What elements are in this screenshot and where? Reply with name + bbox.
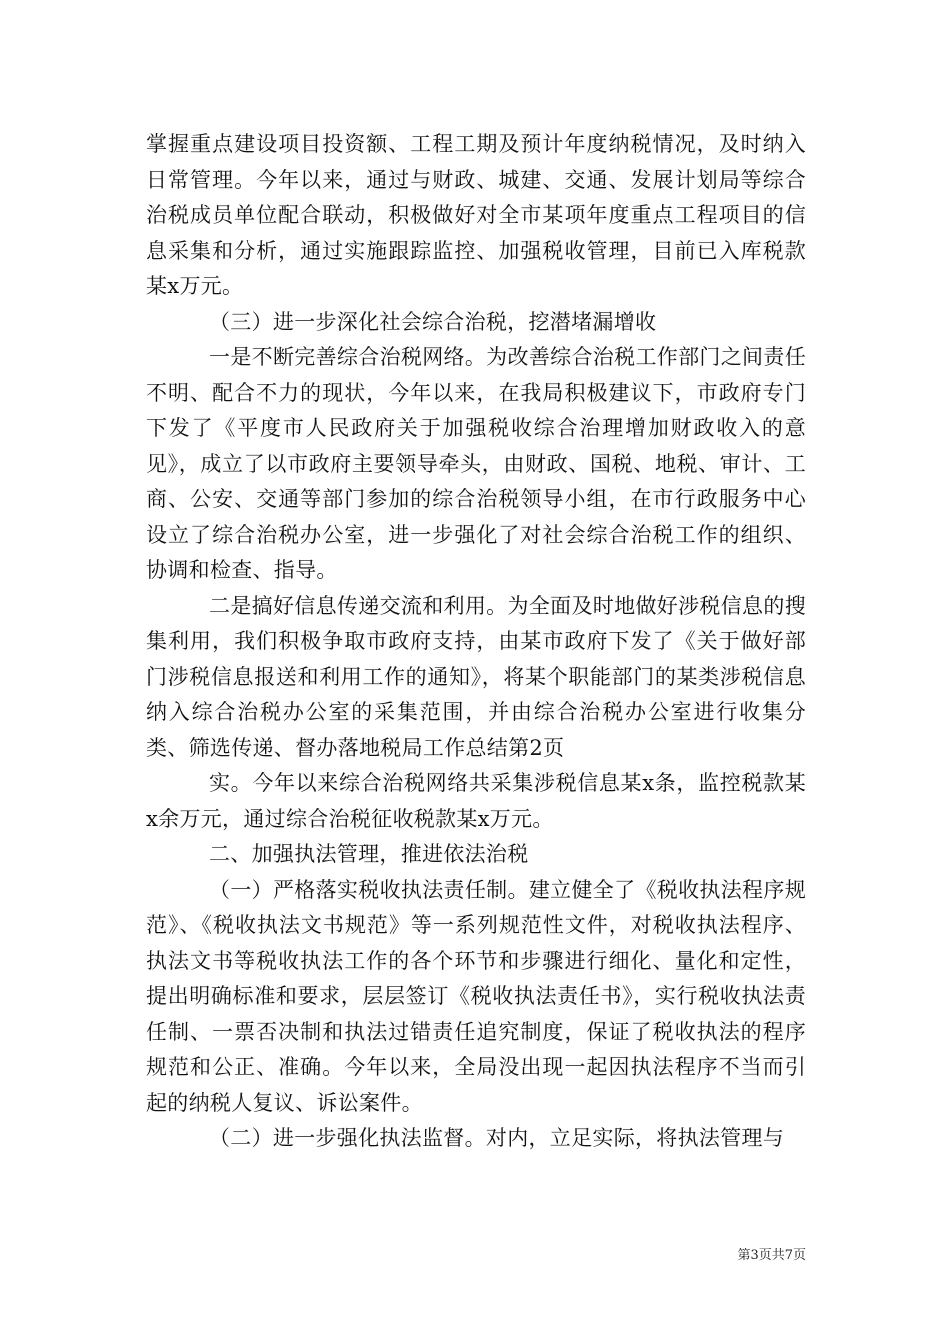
paragraph-network: 一是不断完善综合治税网络。为改善综合治税工作部门之间责任不明、配合不力的现状，今年以来，在我局积极建议下，市政府专门下发了《平度市人民政府关于加强税收综合治理增加财政收入的意见》，成立了以市政府主要领导牵头，由财政、国税、地税、审计、工商、公安、交通等部门参加的综合治税领导小组，在市行政服务中心设立了综合治税办公室，进一步强化了对社会综合治税工作的组织、协调和检查、指导。: [146, 345, 806, 582]
section-heading-2: 二、加强执法管理，推进依法治税: [209, 842, 529, 866]
page-number-footer: 第3页共7页: [737, 1248, 806, 1263]
paragraph-continuation: 掌握重点建设项目投资额、工程工期及预计年度纳税情况，及时纳入日常管理。今年以来，通过与财政、城建、交通、发展计划局等综合治税成员单位配合联动，积极做好对全市某项年度重点工程项目的信息采集和分析，通过实施跟踪监控、加强税收管理，目前已入库税款某x万元。: [146, 132, 806, 298]
paragraph-results: 实。今年以来综合治税网络共采集涉税信息某x条，监控税款某x余万元，通过综合治税征收税款某x万元。: [146, 771, 806, 831]
section-heading-3: （三）进一步深化社会综合治税，挖潜堵漏增收: [209, 309, 657, 334]
paragraph-supervision: （二）进一步强化执法监督。对内，立足实际，将执法管理与: [209, 1126, 785, 1150]
paragraph-responsibility: （一）严格落实税收执法责任制。建立健全了《税收执法程序规范》、《税收执法文书规范》等一系列规范性文件，对税收执法程序、执法文书等税收执法工作的各个环节和步骤进行细化、量化和定性，提出明确标准和要求，层层签订《税收执法责任书》，实行税收执法责任制、一票否决制和执法过错责任追究制度，保证了税收执法的程序规范和公正、准确。今年以来，全局没出现一起因执法程序不当而引起的纳税人复议、诉讼案件。: [146, 877, 806, 1115]
paragraph-information: 二是搞好信息传递交流和利用。为全面及时地做好涉税信息的搜集利用，我们积极争取市政府支持，由某市政府下发了《关于做好部门涉税信息报送和利用工作的通知》，将某个职能部门的某类涉税信息纳入综合治税办公室的采集范围，并由综合治税办公室进行收集分类、筛选传递、督办落地税局工作总结第2页: [146, 593, 806, 760]
document-body: [146, 127, 806, 1157]
